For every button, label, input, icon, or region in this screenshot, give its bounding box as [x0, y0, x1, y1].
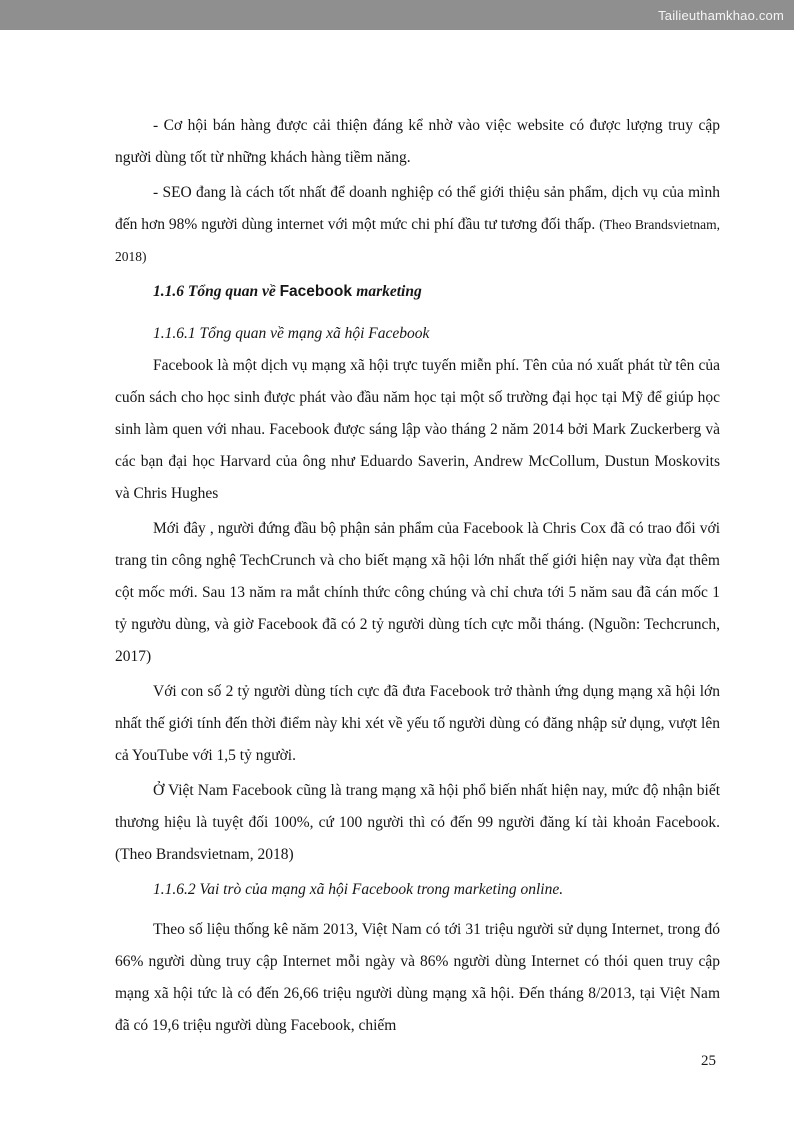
paragraph-chris-cox: Mới đây , người đứng đầu bộ phận sản phẩm của Facebook là Chris Cox đã có trao đổi với trang tin công nghệ TechCrunch và cho biết mạng xã hội lớn nhất thế giới hiện nay vừa đạt thêm cột mốc mới. Sau 13 năm ra mắt chính thức công chúng và chỉ chưa tới 5 năm sau đã cán mốc 1 tỷ ngườu dùng, và giờ Facebook đã có 2 tỷ người dùng tích cực mỗi tháng. (Nguồn: Techcrunch, 2017)	[115, 520, 720, 665]
paragraph-vietnam-awareness: Ở Việt Nam Facebook cũng là trang mạng xã hội phổ biến nhất hiện nay, mức độ nhận biết thương hiệu là tuyệt đối 100%, cứ 100 người thì có đến 99 người đăng kí tài khoản Facebook. (Theo Brandsvietnam, 2018)	[115, 782, 720, 863]
paragraph-vietnam-statistics: Theo số liệu thống kê năm 2013, Việt Nam có tới 31 triệu người sử dụng Internet, trong đó 66% người dùng truy cập Internet mỗi ngày và 86% người dùng Internet có thói quen truy cập mạng xã hội tức là có đến 26,66 triệu người dùng mạng xã hội. Đến tháng 8/2013, tại Việt Nam đã có 19,6 triệu người dùng Facebook, chiếm	[115, 921, 720, 1034]
section-heading-1-1-6	[115, 276, 720, 308]
paragraph-seo-benefit-2	[115, 177, 720, 273]
section-heading-1-1-6-2: 1.1.6.2 Vai trò của mạng xã hội Facebook trong marketing online.	[153, 881, 564, 898]
section-heading-1-1-6-lead: 1.1.6 Tổng quan về	[153, 283, 280, 300]
paragraph-facebook-intro: Facebook là một dịch vụ mạng xã hội trực tuyến miễn phí. Tên của nó xuất phát từ tên của cuốn sách cho học sinh được phát vào đầu năm học tại một số trường đại học tại Mỹ để giúp học sinh làm quen với nhau. Facebook được sáng lập vào tháng 2 năm 2014 bởi Mark Zuckerberg và các bạn đại học Harvard của ông như Eduardo Saverin, Andrew McCollum, Dustun Moskovits và Chris Hughes	[115, 357, 720, 502]
page-number: 25	[701, 1053, 716, 1069]
citation-brandsvietnam-1: (Theo Brandsvietnam, 2018)	[115, 217, 720, 264]
section-heading-1-1-6-tail: marketing	[356, 283, 422, 300]
document-page	[0, 30, 794, 1042]
paragraph-two-billion-users: Với con số 2 tỷ người dùng tích cực đã đưa Facebook trở thành ứng dụng mạng xã hội lớn nhất thế giới tính đến thời điểm này khi xét về yếu tố người dùng có đăng nhập sử dụng, vượt lên cả YouTube với 1,5 tỷ người.	[115, 683, 720, 764]
section-heading-1-1-6-1: 1.1.6.1 Tổng quan về mạng xã hội Facebook	[153, 325, 430, 342]
section-heading-1-1-6-facebook: Facebook	[279, 283, 357, 300]
watermark-bar	[0, 0, 794, 30]
paragraph-seo-benefit-1: - Cơ hội bán hàng được cải thiện đáng kể nhờ vào việc website có được lượng truy cập người dùng tốt từ những khách hàng tiềm năng.	[115, 117, 720, 166]
watermark-text: Tailieuthamkhao.com	[658, 7, 784, 23]
paragraph-seo-benefit-2-text: - SEO đang là cách tốt nhất để doanh nghiệp có thể giới thiệu sản phẩm, dịch vụ của mình đến hơn 98% người dùng internet với một mức chi phí đầu tư tương đối thấp.	[115, 184, 720, 233]
